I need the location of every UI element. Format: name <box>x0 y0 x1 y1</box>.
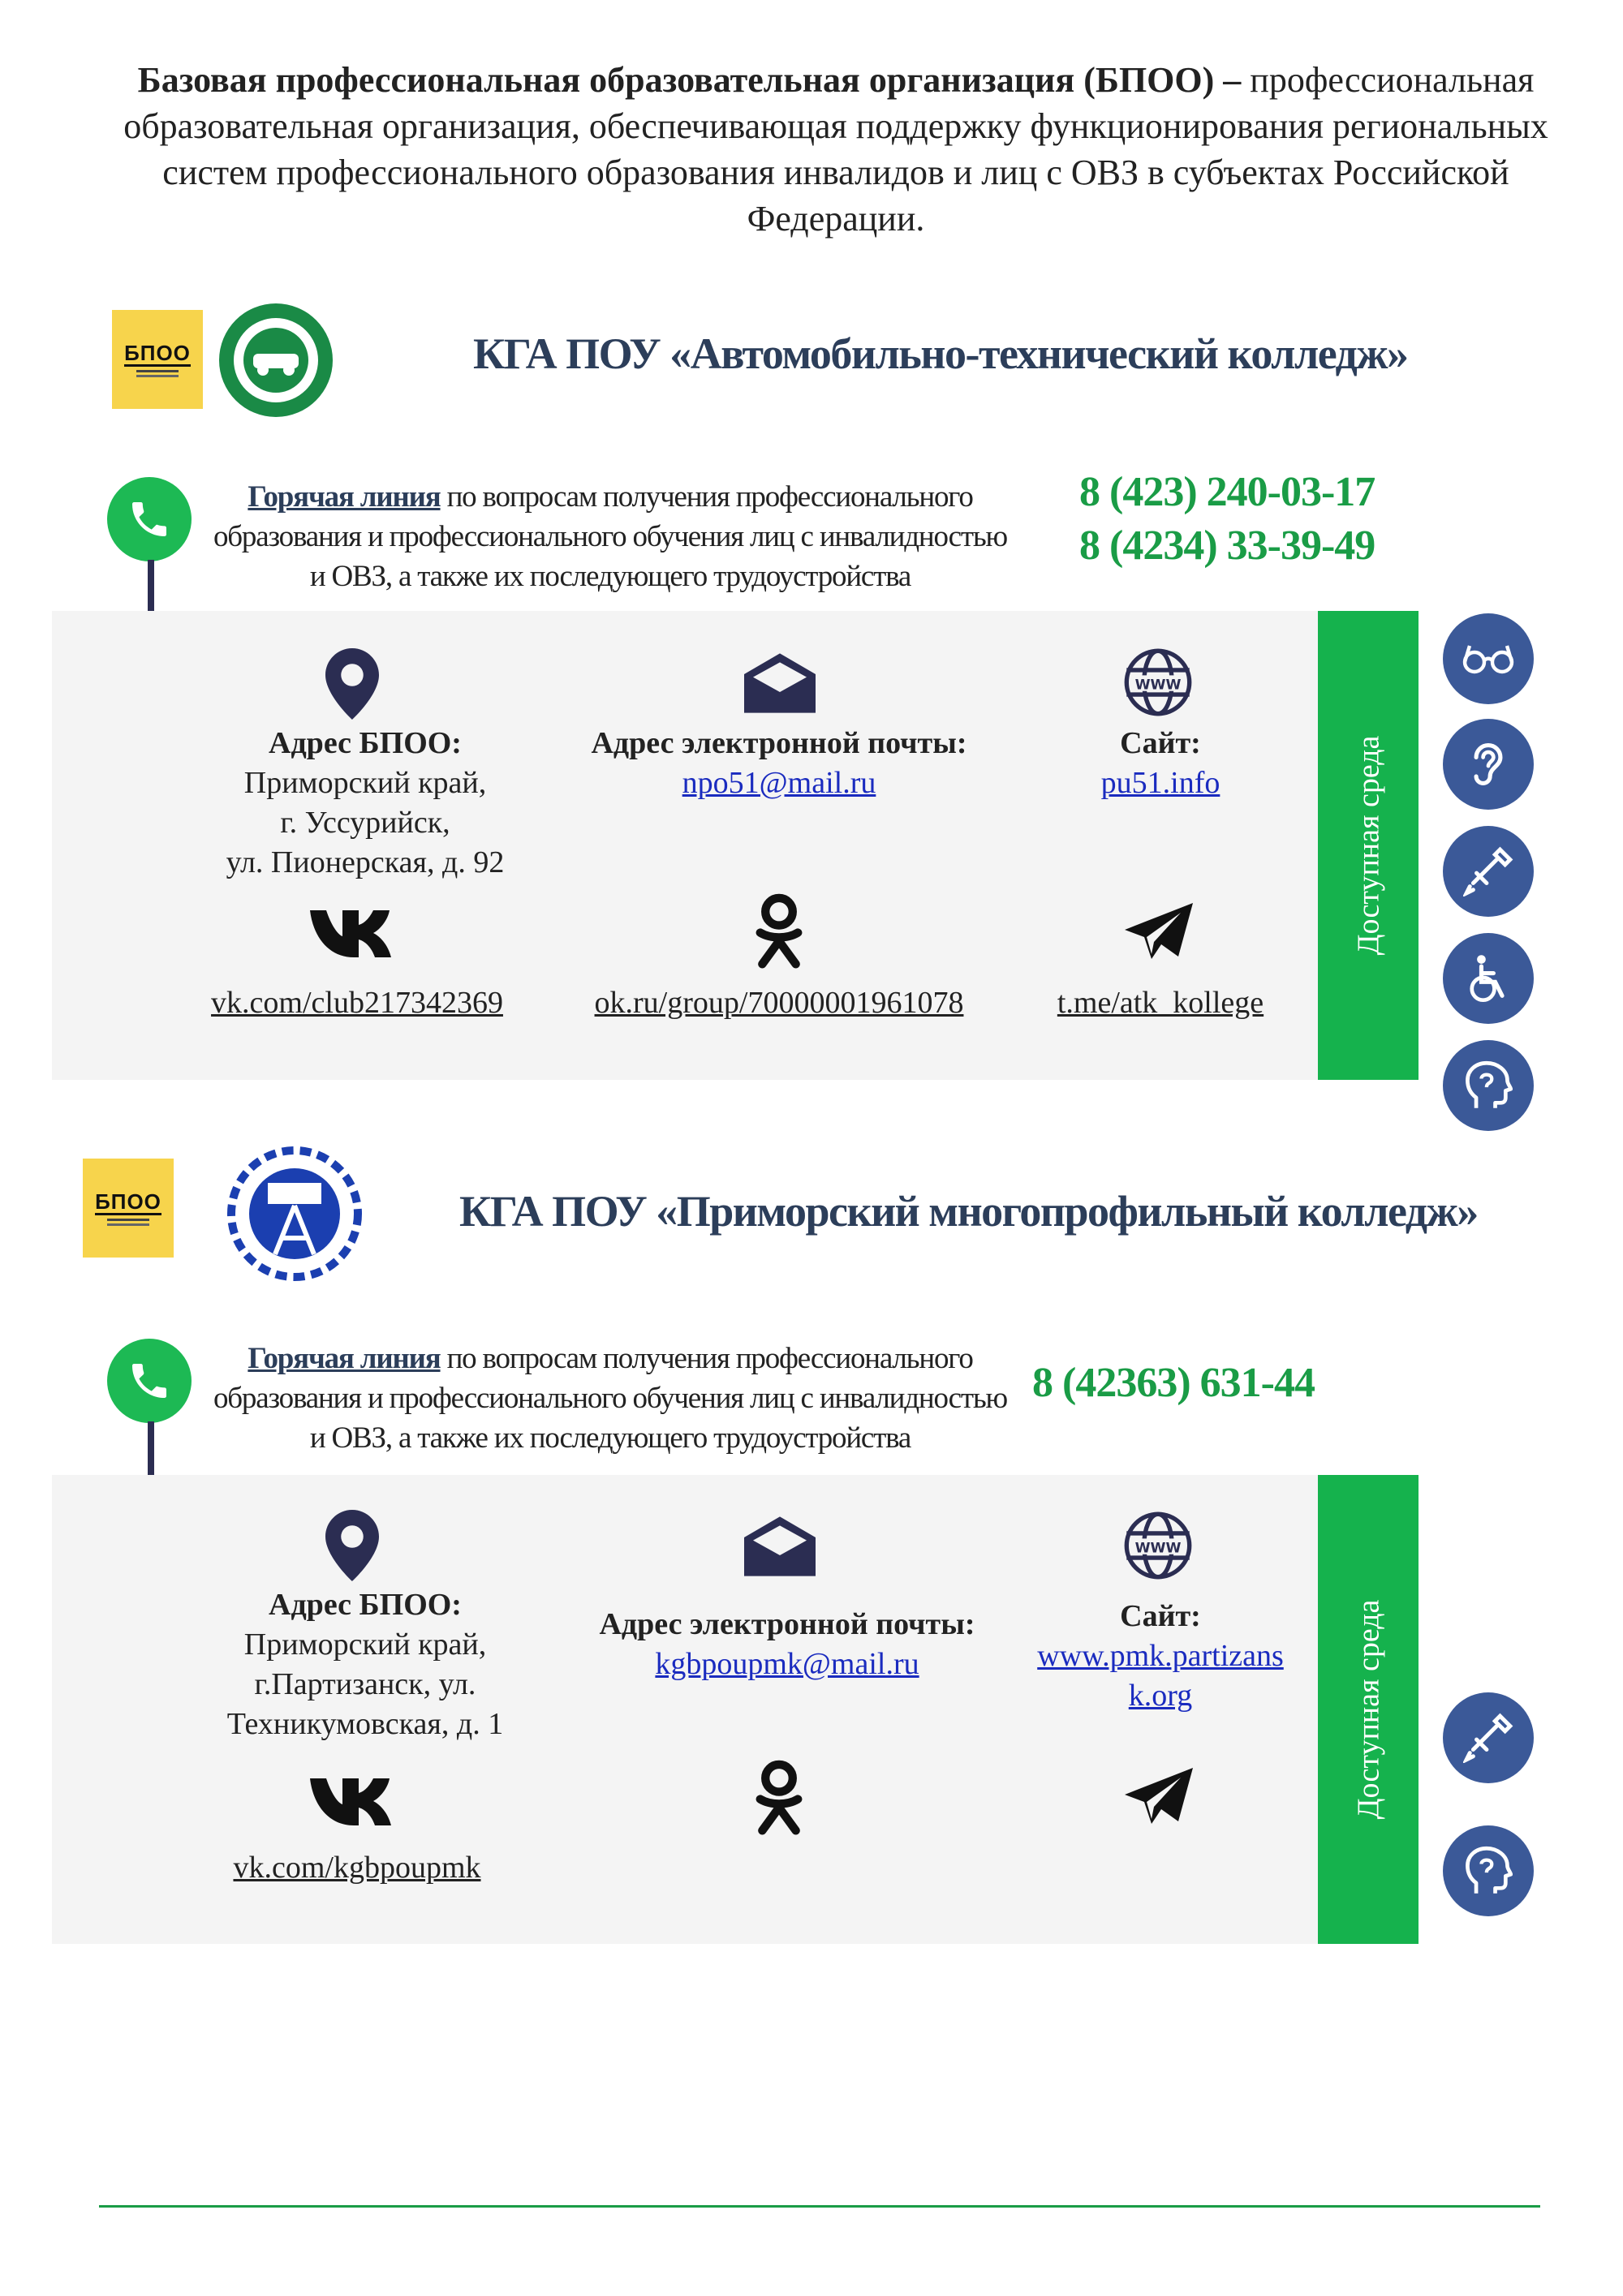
ok-link[interactable]: ok.ru/group/70000001961078 <box>594 986 964 1020</box>
hotline-link[interactable]: Горячая линия <box>248 480 441 514</box>
site-label: Сайт: <box>1120 1599 1201 1633</box>
accessible-env-bar[interactable] <box>1318 1475 1419 1944</box>
telegram-link[interactable]: t.me/atk_kollege <box>1057 986 1264 1020</box>
hotline-text: Горячая линия по вопросам получения профессионального образования и профессионального обучения лиц с инвалидностью и ОВЗ, а также их последующего трудоустройства <box>213 480 1007 593</box>
ok-icon <box>748 892 810 969</box>
address-label: Адрес БПОО: <box>269 726 462 760</box>
college-title: КГА ПОУ «Автомобильно-технический колледж» <box>473 329 1408 378</box>
www-globe-icon <box>1121 1511 1195 1580</box>
mental-disability-icon[interactable] <box>1443 1825 1534 1916</box>
site-link[interactable]: k.org <box>1128 1679 1193 1713</box>
phone-number[interactable]: 8 (423) 240-03-17 <box>1079 469 1375 515</box>
phone-number[interactable]: 8 (42363) 631-44 <box>1032 1360 1315 1406</box>
hotline-text: Горячая линия по вопросам получения профессионального образования и профессионального обучения лиц с инвалидностью и ОВЗ, а также их последующего трудоустройства <box>213 1342 1007 1455</box>
telegram-icon <box>1120 901 1198 964</box>
crutch-icon[interactable] <box>1443 826 1534 917</box>
address-block <box>187 724 544 883</box>
accessible-env-label: Доступная среда <box>1351 735 1386 956</box>
bpoo-logo: БПОО <box>83 1159 174 1258</box>
address-line: г.Партизанск, ул. <box>254 1667 476 1701</box>
site-link[interactable]: pu51.info <box>1100 766 1220 800</box>
location-icon <box>323 1509 381 1582</box>
ok-icon <box>748 1759 810 1835</box>
svg-text:WWW: WWW <box>1134 1540 1182 1557</box>
hearing-impairment-icon[interactable] <box>1443 719 1534 810</box>
location-icon <box>323 647 381 720</box>
email-block <box>568 1605 1006 1684</box>
crutch-icon[interactable] <box>1443 1692 1534 1783</box>
address-line: Приморский край, <box>243 766 487 800</box>
site-link[interactable]: www.pmk.partizans <box>1037 1639 1284 1673</box>
intro-paragraph <box>122 57 1550 242</box>
phone-icon <box>107 1339 192 1423</box>
atk-college-logo <box>217 302 334 423</box>
phone-numbers <box>1079 466 1375 573</box>
vk-icon <box>308 907 399 957</box>
address-line: Техникумовская, д. 1 <box>226 1707 504 1741</box>
wheelchair-icon[interactable] <box>1443 933 1534 1024</box>
telegram-icon <box>1120 1765 1198 1829</box>
phone-icon <box>107 477 192 561</box>
address-label: Адрес БПОО: <box>269 1588 462 1622</box>
bpoo-logo: БПОО <box>112 310 203 409</box>
visual-impairment-icon[interactable] <box>1443 613 1534 704</box>
accessible-env-bar[interactable] <box>1318 611 1419 1080</box>
address-line: Приморский край, <box>243 1627 487 1662</box>
college-title: КГА ПОУ «Приморский многопрофильный колледж» <box>459 1187 1478 1236</box>
hotline-link[interactable]: Горячая линия <box>248 1342 441 1375</box>
email-link[interactable]: kgbpoupmk@mail.ru <box>655 1647 919 1681</box>
email-link[interactable]: npo51@mail.ru <box>682 766 876 800</box>
svg-text:WWW: WWW <box>1134 677 1182 694</box>
intro-rest: профессиональная образовательная организация, обеспечивающая поддержку функционирования региональных систем профессионального образования инвалидов и лиц с ОВЗ в субъектах Российской Федерации. <box>123 60 1548 239</box>
email-block <box>568 724 990 803</box>
pmk-college-logo <box>208 1136 381 1286</box>
www-globe-icon <box>1121 647 1195 717</box>
address-line: г. Уссурийск, <box>280 806 450 840</box>
email-icon <box>743 1516 816 1577</box>
phone-numbers <box>1032 1357 1315 1410</box>
phone-number[interactable]: 8 (4234) 33-39-49 <box>1079 522 1375 569</box>
address-line: ул. Пионерская, д. 92 <box>226 845 505 879</box>
site-block <box>1014 724 1307 803</box>
site-block <box>1014 1597 1307 1716</box>
mental-disability-icon[interactable] <box>1443 1040 1534 1131</box>
email-label: Адрес электронной почты: <box>599 1607 975 1641</box>
email-label: Адрес электронной почты: <box>591 726 967 760</box>
accessible-env-label: Доступная среда <box>1351 1599 1386 1820</box>
vk-link[interactable]: vk.com/kgbpoupmk <box>233 1851 481 1885</box>
footer-divider <box>99 2205 1540 2208</box>
vk-icon <box>308 1775 399 1825</box>
email-icon <box>743 652 816 714</box>
address-block <box>187 1585 544 1744</box>
site-label: Сайт: <box>1120 726 1201 760</box>
intro-lead: Базовая профессиональная образовательная организация (БПОО) – <box>137 60 1242 100</box>
vk-link[interactable]: vk.com/club217342369 <box>211 986 503 1020</box>
